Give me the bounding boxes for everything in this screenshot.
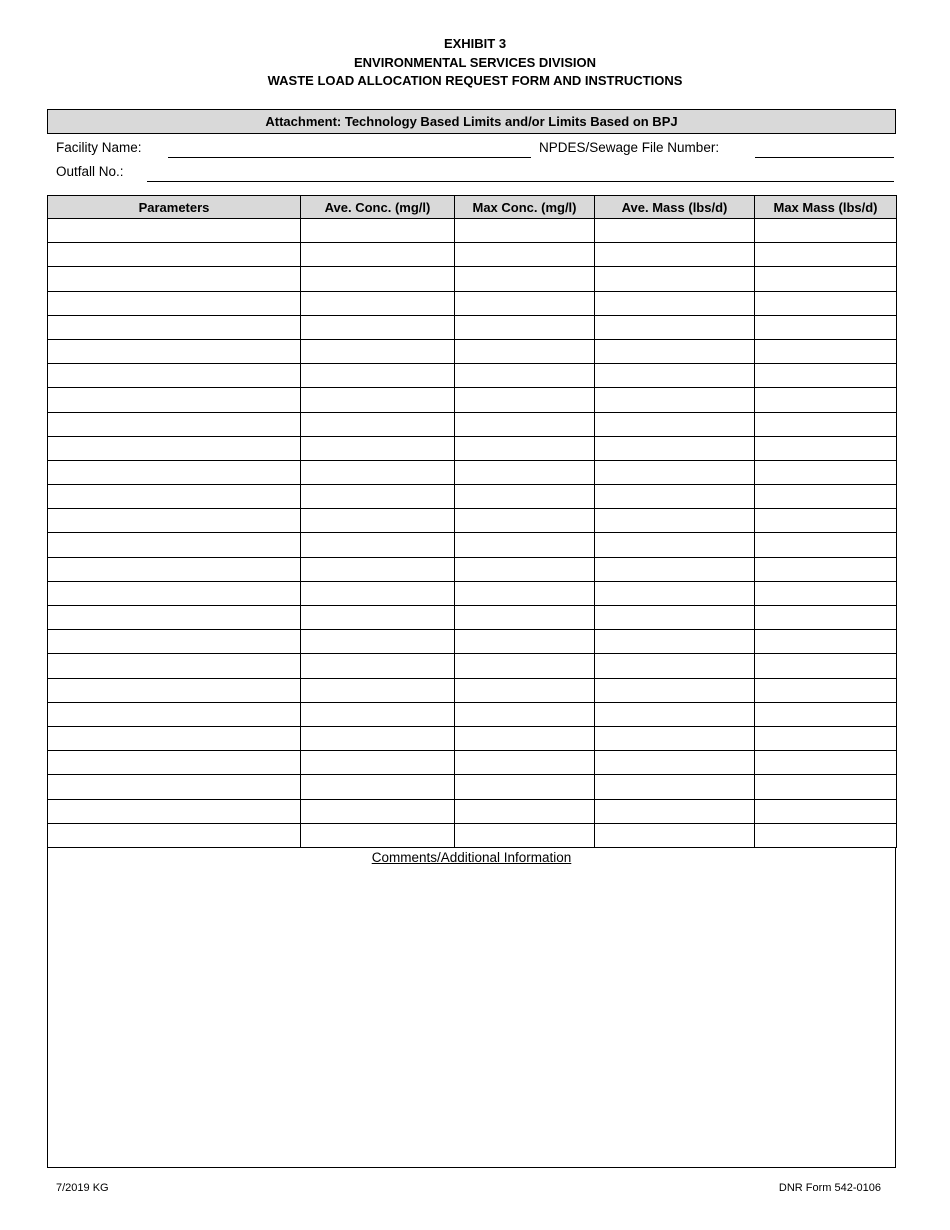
ave-mass-cell[interactable] [595,678,755,702]
ave-mass-cell[interactable] [595,751,755,775]
col-ave-conc: Ave. Conc. (mg/l) [301,196,455,219]
parameter-cell[interactable] [48,775,301,799]
parameter-cell[interactable] [48,509,301,533]
max-conc-cell[interactable] [455,267,595,291]
parameter-cell[interactable] [48,533,301,557]
max-mass-cell[interactable] [755,509,897,533]
max-mass-cell[interactable] [755,775,897,799]
parameter-cell[interactable] [48,267,301,291]
max-conc-cell[interactable] [455,751,595,775]
ave-mass-cell[interactable] [595,388,755,412]
npdes-file-number-label: NPDES/Sewage File Number: [539,140,720,155]
max-conc-cell[interactable] [455,678,595,702]
max-conc-cell[interactable] [455,702,595,726]
table-row [48,630,897,654]
max-mass-cell[interactable] [755,267,897,291]
ave-conc-cell[interactable] [301,823,455,847]
max-mass-cell[interactable] [755,339,897,363]
parameter-cell[interactable] [48,823,301,847]
attachment-title-bar: Attachment: Technology Based Limits and/or Limits Based on BPJ [47,109,896,134]
npdes-file-number-field[interactable] [755,157,894,158]
max-conc-cell[interactable] [455,557,595,581]
ave-conc-cell[interactable] [301,219,455,243]
max-conc-cell[interactable] [455,581,595,605]
max-mass-cell[interactable] [755,460,897,484]
ave-mass-cell[interactable] [595,702,755,726]
outfall-number-field[interactable] [147,181,894,182]
parameter-cell[interactable] [48,702,301,726]
facility-name-field[interactable] [168,157,531,158]
max-conc-cell[interactable] [455,485,595,509]
max-mass-cell[interactable] [755,557,897,581]
parameter-cell[interactable] [48,726,301,750]
table-row [48,436,897,460]
ave-conc-cell[interactable] [301,509,455,533]
ave-mass-cell[interactable] [595,630,755,654]
max-conc-cell[interactable] [455,412,595,436]
parameter-cell[interactable] [48,460,301,484]
parameter-cell[interactable] [48,485,301,509]
table-row [48,243,897,267]
table-row [48,485,897,509]
ave-mass-cell[interactable] [595,799,755,823]
max-mass-cell[interactable] [755,799,897,823]
facility-name-label: Facility Name: [56,140,142,155]
max-mass-cell[interactable] [755,654,897,678]
max-mass-cell[interactable] [755,364,897,388]
ave-conc-cell[interactable] [301,702,455,726]
ave-conc-cell[interactable] [301,291,455,315]
ave-mass-cell[interactable] [595,219,755,243]
table-row [48,267,897,291]
parameter-cell[interactable] [48,630,301,654]
parameter-cell[interactable] [48,291,301,315]
ave-conc-cell[interactable] [301,388,455,412]
table-row [48,219,897,243]
max-conc-cell[interactable] [455,823,595,847]
table-row [48,775,897,799]
parameter-cell[interactable] [48,581,301,605]
ave-conc-cell[interactable] [301,533,455,557]
max-mass-cell[interactable] [755,581,897,605]
max-conc-cell[interactable] [455,315,595,339]
table-row [48,557,897,581]
ave-conc-cell[interactable] [301,485,455,509]
parameter-cell[interactable] [48,557,301,581]
form-header [0,35,950,91]
parameter-cell[interactable] [48,388,301,412]
max-conc-cell[interactable] [455,291,595,315]
ave-mass-cell[interactable] [595,460,755,484]
ave-mass-cell[interactable] [595,823,755,847]
division-title: ENVIRONMENTAL SERVICES DIVISION [354,54,596,70]
table-row [48,388,897,412]
max-mass-cell[interactable] [755,823,897,847]
max-conc-cell[interactable] [455,726,595,750]
col-max-conc: Max Conc. (mg/l) [455,196,595,219]
table-row [48,654,897,678]
outfall-number-label: Outfall No.: [56,164,124,179]
max-conc-cell[interactable] [455,364,595,388]
table-row [48,606,897,630]
col-parameters: Parameters [48,196,301,219]
max-mass-cell[interactable] [755,436,897,460]
table-row [48,291,897,315]
parameter-cell[interactable] [48,751,301,775]
max-mass-cell[interactable] [755,388,897,412]
table-row [48,460,897,484]
exhibit-title: EXHIBIT 3 [443,36,507,51]
ave-conc-cell[interactable] [301,630,455,654]
parameter-cell[interactable] [48,412,301,436]
ave-conc-cell[interactable] [301,654,455,678]
max-conc-cell[interactable] [455,219,595,243]
ave-conc-cell[interactable] [301,678,455,702]
max-conc-cell[interactable] [455,339,595,363]
form-title: WASTE LOAD ALLOCATION REQUEST FORM AND INSTRUCTIONS [267,73,683,88]
footer-form-number: DNR Form 542-0106 [778,1182,881,1194]
ave-conc-cell[interactable] [301,751,455,775]
parameter-cell[interactable] [48,364,301,388]
ave-conc-cell[interactable] [301,460,455,484]
max-conc-cell[interactable] [455,243,595,267]
ave-conc-cell[interactable] [301,799,455,823]
ave-mass-cell[interactable] [595,726,755,750]
table-row [48,702,897,726]
table-row [48,509,897,533]
max-conc-cell[interactable] [455,654,595,678]
max-mass-cell[interactable] [755,606,897,630]
table-row [48,751,897,775]
max-mass-cell[interactable] [755,485,897,509]
table-row [48,823,897,847]
table-row [48,364,897,388]
ave-mass-cell[interactable] [595,436,755,460]
max-mass-cell[interactable] [755,412,897,436]
table-row [48,726,897,750]
ave-conc-cell[interactable] [301,315,455,339]
ave-conc-cell[interactable] [301,243,455,267]
max-mass-cell[interactable] [755,219,897,243]
table-row [48,412,897,436]
ave-mass-cell[interactable] [595,291,755,315]
parameter-cell[interactable] [48,606,301,630]
ave-conc-cell[interactable] [301,775,455,799]
ave-mass-cell[interactable] [595,267,755,291]
max-conc-cell[interactable] [455,630,595,654]
parameter-cell[interactable] [48,219,301,243]
comments-title: Comments/Additional Information [371,850,572,865]
max-mass-cell[interactable] [755,630,897,654]
parameter-cell[interactable] [48,436,301,460]
max-mass-cell[interactable] [755,678,897,702]
ave-conc-cell[interactable] [301,436,455,460]
max-conc-cell[interactable] [455,799,595,823]
max-conc-cell[interactable] [455,533,595,557]
parameter-cell[interactable] [48,339,301,363]
parameter-cell[interactable] [48,678,301,702]
parameter-cell[interactable] [48,243,301,267]
ave-conc-cell[interactable] [301,412,455,436]
max-conc-cell[interactable] [455,509,595,533]
ave-mass-cell[interactable] [595,775,755,799]
ave-conc-cell[interactable] [301,364,455,388]
max-mass-cell[interactable] [755,291,897,315]
ave-mass-cell[interactable] [595,339,755,363]
table-row [48,533,897,557]
table-header-row [48,196,897,219]
col-ave-mass: Ave. Mass (lbs/d) [595,196,755,219]
max-mass-cell[interactable] [755,315,897,339]
comments-box[interactable] [47,848,896,1168]
parameter-cell[interactable] [48,654,301,678]
ave-mass-cell[interactable] [595,412,755,436]
ave-mass-cell[interactable] [595,509,755,533]
max-conc-cell[interactable] [455,388,595,412]
ave-mass-cell[interactable] [595,606,755,630]
ave-conc-cell[interactable] [301,606,455,630]
ave-conc-cell[interactable] [301,267,455,291]
ave-conc-cell[interactable] [301,339,455,363]
ave-conc-cell[interactable] [301,726,455,750]
col-max-mass: Max Mass (lbs/d) [755,196,897,219]
ave-conc-cell[interactable] [301,557,455,581]
max-conc-cell[interactable] [455,436,595,460]
parameters-table [47,195,897,848]
ave-mass-cell[interactable] [595,654,755,678]
max-mass-cell[interactable] [755,751,897,775]
max-mass-cell[interactable] [755,726,897,750]
ave-mass-cell[interactable] [595,485,755,509]
table-row [48,315,897,339]
max-conc-cell[interactable] [455,606,595,630]
parameter-cell[interactable] [48,799,301,823]
ave-mass-cell[interactable] [595,533,755,557]
ave-mass-cell[interactable] [595,315,755,339]
ave-mass-cell[interactable] [595,581,755,605]
max-mass-cell[interactable] [755,243,897,267]
table-row [48,799,897,823]
max-mass-cell[interactable] [755,702,897,726]
ave-mass-cell[interactable] [595,557,755,581]
ave-mass-cell[interactable] [595,364,755,388]
table-row [48,678,897,702]
max-conc-cell[interactable] [455,460,595,484]
parameter-cell[interactable] [48,315,301,339]
table-row [48,581,897,605]
footer-date: 7/2019 KG [56,1182,109,1194]
table-row [48,339,897,363]
ave-mass-cell[interactable] [595,243,755,267]
max-conc-cell[interactable] [455,775,595,799]
ave-conc-cell[interactable] [301,581,455,605]
max-mass-cell[interactable] [755,533,897,557]
